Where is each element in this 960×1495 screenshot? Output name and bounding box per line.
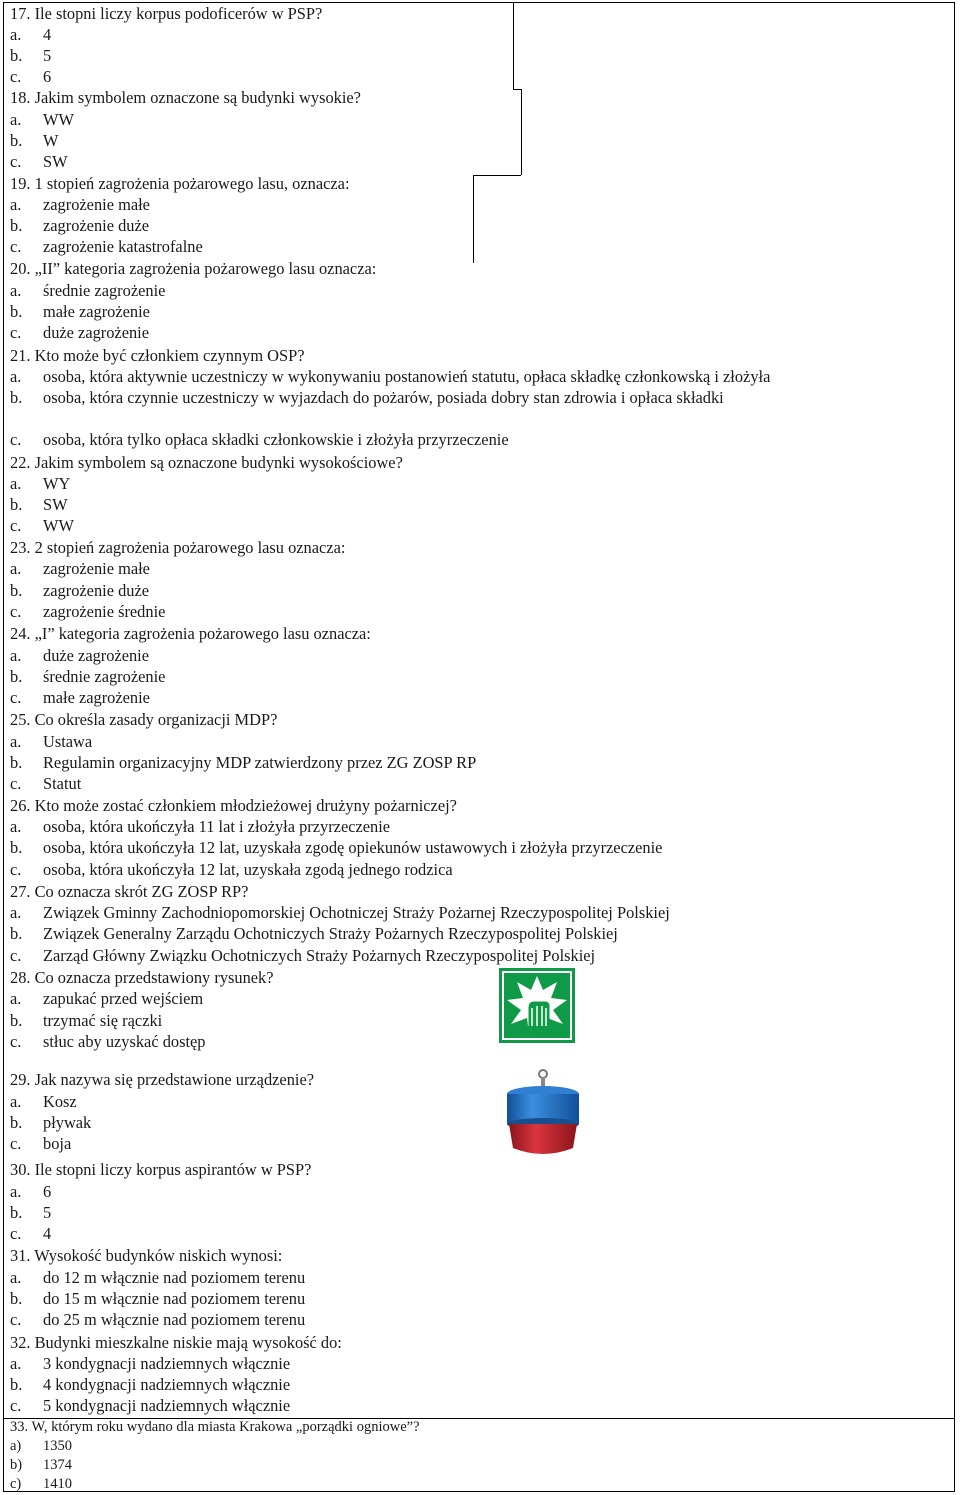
answer-label: b. xyxy=(10,1203,23,1222)
answer-label: b. xyxy=(10,388,23,407)
answer-label: b. xyxy=(10,753,23,772)
answer-label: b. xyxy=(10,131,23,150)
answer-option xyxy=(10,1010,162,1031)
answer-text: WW xyxy=(43,516,74,535)
answer-option xyxy=(10,687,150,708)
answer-text: osoba, która ukończyła 11 lat i złożyła przyrzeczenie xyxy=(43,817,391,836)
answer-option xyxy=(10,45,51,66)
answer-option xyxy=(10,902,670,923)
answer-option xyxy=(10,1456,72,1475)
answer-label: b. xyxy=(10,1289,23,1308)
answer-text: 5 xyxy=(43,46,52,65)
answer-text: duże zagrożenie xyxy=(43,646,150,665)
answer-label: a. xyxy=(10,903,22,922)
answer-option xyxy=(10,816,390,837)
answer-option xyxy=(10,1202,51,1223)
answer-text: osoba, która tylko opłaca składki członkowskie i złożyła przyrzeczenie xyxy=(43,430,509,449)
answer-text: zagrożenie małe xyxy=(43,559,150,578)
answer-label: c. xyxy=(10,1224,22,1243)
answer-text: Regulamin organizacyjny MDP zatwierdzony przez ZG ZOSP RP xyxy=(43,753,477,772)
answer-text: do 25 m włącznie nad poziomem terenu xyxy=(43,1310,306,1329)
question-text: 26. Kto może zostać członkiem młodzieżowej drużyny pożarniczej? xyxy=(10,796,457,815)
answer-label: a. xyxy=(10,732,22,751)
answer-option xyxy=(10,1133,71,1154)
answer-text: zagrożenie małe xyxy=(43,195,150,214)
answer-option xyxy=(10,387,724,408)
answer-text: 6 xyxy=(43,1182,52,1201)
answer-text: WW xyxy=(43,110,74,129)
answer-text: Związek Generalny Zarządu Ochotniczych Straży Pożarnych Rzeczypospolitej Polskiej xyxy=(43,924,618,943)
answer-option xyxy=(10,1374,290,1395)
answer-label: c. xyxy=(10,67,22,86)
answer-option xyxy=(10,109,74,130)
answer-text: Związek Gminny Zachodniopomorskiej Ochotniczej Straży Pożarnej Rzeczypospolitej Polskiej xyxy=(43,903,670,922)
answer-text: 1410 xyxy=(43,1476,72,1492)
answer-label: b. xyxy=(10,838,23,857)
question-text: 33. W, którym roku wydano dla miasta Krakowa „porządki ogniowe”? xyxy=(10,1419,420,1435)
answer-option xyxy=(10,988,203,1009)
question-text: 20. „II” kategoria zagrożenia pożarowego lasu oznacza: xyxy=(10,259,377,278)
answer-label: a. xyxy=(10,989,22,1008)
answer-label: b. xyxy=(10,667,23,686)
answer-label: c. xyxy=(10,688,22,707)
answer-option xyxy=(10,1181,51,1202)
answer-label: c. xyxy=(10,237,22,256)
answer-text: Ustawa xyxy=(43,732,93,751)
answer-label: c) xyxy=(10,1476,22,1492)
answer-label: a. xyxy=(10,817,22,836)
answer-option xyxy=(10,301,150,322)
answer-option xyxy=(10,515,74,536)
answer-option xyxy=(10,1223,51,1244)
answer-text: SW xyxy=(43,152,68,171)
answer-text: małe zagrożenie xyxy=(43,688,150,707)
answer-option xyxy=(10,24,51,45)
answer-text: 4 xyxy=(43,25,52,44)
answer-text: osoba, która ukończyła 12 lat, uzyskała zgodę opiekunów ustawowych i złożyła przyrzeczenie xyxy=(43,838,663,857)
answer-label: b. xyxy=(10,924,23,943)
answer-text: do 15 m włącznie nad poziomem terenu xyxy=(43,1289,306,1308)
answer-label: a. xyxy=(10,25,22,44)
answer-text: duże zagrożenie xyxy=(43,323,150,342)
answer-text: Kosz xyxy=(43,1092,77,1111)
answer-label: a. xyxy=(10,474,22,493)
column-divider xyxy=(513,2,514,89)
answer-label: a. xyxy=(10,367,22,386)
answer-option xyxy=(10,1475,72,1494)
answer-option xyxy=(10,280,165,301)
answer-option xyxy=(10,1267,305,1288)
answer-option xyxy=(10,580,149,601)
answer-text: 4 xyxy=(43,1224,52,1243)
column-divider xyxy=(521,89,522,175)
question-text: 32. Budynki mieszkalne niskie mają wysokość do: xyxy=(10,1333,342,1352)
answer-option xyxy=(10,194,150,215)
answer-option xyxy=(10,752,476,773)
answer-text: W xyxy=(43,131,59,150)
question-text: 19. 1 stopień zagrożenia pożarowego lasu, oznacza: xyxy=(10,174,350,193)
answer-option xyxy=(10,558,150,579)
answer-text: 5 xyxy=(43,1203,52,1222)
answer-label: c. xyxy=(10,946,22,965)
answer-label: a) xyxy=(10,1438,22,1454)
row-divider xyxy=(513,89,521,90)
answer-text: WY xyxy=(43,474,71,493)
question-text: 22. Jakim symbolem są oznaczone budynki wysokościowe? xyxy=(10,453,403,472)
answer-option xyxy=(10,1091,77,1112)
column-divider xyxy=(473,175,474,263)
answer-option xyxy=(10,945,595,966)
answer-label: c. xyxy=(10,602,22,621)
answer-label: a. xyxy=(10,195,22,214)
answer-text: zagrożenie średnie xyxy=(43,602,166,621)
answer-text: małe zagrożenie xyxy=(43,302,150,321)
answer-label: c. xyxy=(10,860,22,879)
answer-option xyxy=(10,473,70,494)
answer-label: c. xyxy=(10,774,22,793)
answer-text: stłuc aby uzyskać dostęp xyxy=(43,1032,206,1051)
answer-label: b. xyxy=(10,1113,23,1132)
answer-label: c. xyxy=(10,152,22,171)
answer-option xyxy=(10,1309,305,1330)
answer-text: pływak xyxy=(43,1113,92,1132)
answer-label: a. xyxy=(10,1354,22,1373)
answer-text: 1374 xyxy=(43,1457,72,1473)
answer-text: 3 kondygnacji nadziemnych włącznie xyxy=(43,1354,291,1373)
answer-option xyxy=(10,130,58,151)
answer-text: średnie zagrożenie xyxy=(43,667,166,686)
answer-label: a. xyxy=(10,1092,22,1111)
answer-text: SW xyxy=(43,495,68,514)
answer-text: Statut xyxy=(43,774,82,793)
answer-text: zapukać przed wejściem xyxy=(43,989,204,1008)
answer-label: b. xyxy=(10,46,23,65)
answer-option xyxy=(10,1353,290,1374)
answer-text: 6 xyxy=(43,67,52,86)
answer-text: 5 kondygnacji nadziemnych włącznie xyxy=(43,1396,291,1415)
answer-label: c. xyxy=(10,323,22,342)
answer-label: b. xyxy=(10,1375,23,1394)
answer-label: a. xyxy=(10,646,22,665)
answer-label: a. xyxy=(10,110,22,129)
answer-label: b. xyxy=(10,495,23,514)
answer-text: trzymać się rączki xyxy=(43,1011,163,1030)
float-buoy-icon xyxy=(500,1068,580,1160)
answer-option xyxy=(10,601,165,622)
answer-text: średnie zagrożenie xyxy=(43,281,166,300)
question-text: 30. Ile stopni liczy korpus aspirantów w PSP? xyxy=(10,1160,312,1179)
answer-label: b. xyxy=(10,581,23,600)
answer-label: c. xyxy=(10,1134,22,1153)
question-text: 17. Ile stopni liczy korpus podoficerów w PSP? xyxy=(10,4,323,23)
answer-option xyxy=(10,645,149,666)
answer-option xyxy=(10,1437,72,1456)
answer-label: c. xyxy=(10,430,22,449)
question-text: 29. Jak nazywa się przedstawione urządzenie? xyxy=(10,1070,314,1089)
question-text: 28. Co oznacza przedstawiony rysunek? xyxy=(10,968,274,987)
answer-option xyxy=(10,322,149,343)
answer-text: zagrożenie duże xyxy=(43,581,150,600)
answer-option xyxy=(10,1395,290,1416)
answer-option xyxy=(10,1031,206,1052)
question-text: 18. Jakim symbolem oznaczone są budynki wysokie? xyxy=(10,88,361,107)
answer-option xyxy=(10,731,92,752)
answer-option xyxy=(10,151,68,172)
answer-option xyxy=(10,1288,305,1309)
answer-text: boja xyxy=(43,1134,72,1153)
answer-label: a. xyxy=(10,559,22,578)
answer-text: 4 kondygnacji nadziemnych włącznie xyxy=(43,1375,291,1394)
row-divider xyxy=(473,175,521,176)
answer-option xyxy=(10,429,509,450)
answer-option xyxy=(10,859,453,880)
answer-label: b. xyxy=(10,216,23,235)
answer-label: a. xyxy=(10,1182,22,1201)
answer-label: b. xyxy=(10,302,23,321)
answer-option xyxy=(10,236,203,257)
answer-label: c. xyxy=(10,1396,22,1415)
answer-option xyxy=(10,494,68,515)
answer-label: a. xyxy=(10,281,22,300)
question-text: 24. „I” kategoria zagrożenia pożarowego lasu oznacza: xyxy=(10,624,371,643)
question-text: 31. Wysokość budynków niskich wynosi: xyxy=(10,1246,283,1265)
answer-text: 1350 xyxy=(43,1438,72,1454)
answer-option xyxy=(10,1112,91,1133)
question-text: 25. Co określa zasady organizacji MDP? xyxy=(10,710,278,729)
question-text: 27. Co oznacza skrót ZG ZOSP RP? xyxy=(10,882,249,901)
answer-option xyxy=(10,773,81,794)
answer-label: b. xyxy=(10,1011,23,1030)
answer-option xyxy=(10,837,662,858)
answer-option xyxy=(10,66,51,87)
answer-text: do 12 m włącznie nad poziomem terenu xyxy=(43,1268,306,1287)
answer-text: zagrożenie duże xyxy=(43,216,150,235)
answer-option xyxy=(10,666,165,687)
answer-label: c. xyxy=(10,1032,22,1051)
answer-label: c. xyxy=(10,516,22,535)
answer-text: Zarząd Główny Związku Ochotniczych Straży Pożarnych Rzeczypospolitej Polskiej xyxy=(43,946,596,965)
answer-label: c. xyxy=(10,1310,22,1329)
answer-label: a. xyxy=(10,1268,22,1287)
emergency-break-glass-sign-icon xyxy=(499,968,575,1043)
answer-option xyxy=(10,366,770,387)
question-text: 21. Kto może być członkiem czynnym OSP? xyxy=(10,346,305,365)
answer-label: b) xyxy=(10,1457,23,1473)
answer-text: osoba, która czynnie uczestniczy w wyjazdach do pożarów, posiada dobry stan zdrowia i opłaca składki xyxy=(43,388,724,407)
answer-text: zagrożenie katastrofalne xyxy=(43,237,203,256)
answer-option xyxy=(10,923,618,944)
answer-option xyxy=(10,215,149,236)
question-text: 23. 2 stopień zagrożenia pożarowego lasu oznacza: xyxy=(10,538,346,557)
answer-text: osoba, która aktywnie uczestniczy w wykonywaniu postanowień statutu, opłaca składkę członkowską i złożyła xyxy=(43,367,771,386)
answer-text: osoba, która ukończyła 12 lat, uzyskała zgodą jednego rodzica xyxy=(43,860,453,879)
